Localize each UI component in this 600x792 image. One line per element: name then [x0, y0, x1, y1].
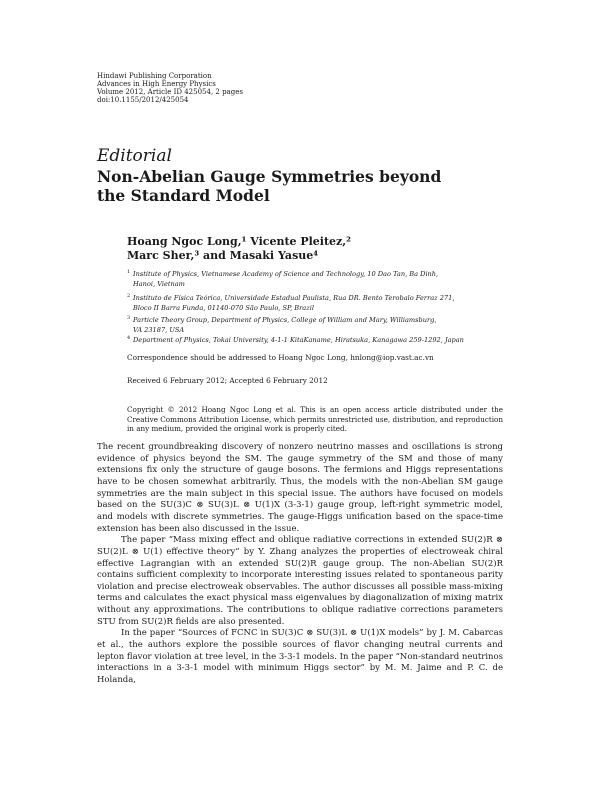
doi-text: doi:10.1155/2012/425054: [97, 96, 189, 104]
body-line: without any approximations. The contributions to oblique radiative corrections parameters: [97, 605, 503, 616]
publisher-name: Hindawi Publishing Corporation: [97, 72, 212, 80]
section-label: Editorial: [97, 146, 172, 166]
body-line: The paper “Mass mixing effect and oblique radiative corrections in extended SU(2)R ⊗: [121, 535, 503, 546]
body-line: extensions fix only the structure of gauge bosons. The fermions and Higgs representations: [97, 465, 503, 476]
affiliation-number: 1: [127, 269, 131, 275]
affiliation-line: Institute of Physics, Vietnamese Academy of Science and Technology, 10 Dao Tan, Ba Dinh,: [133, 270, 439, 278]
body-line: effective Lagrangian with an extended SU(2)R gauge group. The non-Abelian SU(2)R: [97, 558, 503, 569]
body-line: SU(2)L ⊗ U(1) effective theory” by Y. Zhang analyzes the properties of electroweak chiral: [97, 546, 503, 557]
title-line-2: the Standard Model: [97, 186, 270, 205]
affiliation-line: Particle Theory Group, Department of Physics, College of William and Mary, Williamsburg,: [133, 316, 437, 324]
correspondence-note: Correspondence should be addressed to Hoang Ngoc Long, hnlong@iop.vast.ac.vn: [127, 353, 434, 362]
author-list: [127, 235, 351, 263]
body-line: based on the SU(3)C ⊗ SU(3)L ⊗ U(1)X (3-3-1) gauge group, left-right symmetric model,: [97, 500, 503, 511]
body-line: terms and calculates the exact physical mass eigenvalues by diagonalization of mixing matrix: [97, 593, 503, 604]
affiliation-line: Hanoi, Vietnam: [133, 280, 185, 288]
body-line: evidence of physics beyond the SM. The gauge symmetry of the SM and those of many: [97, 453, 503, 464]
copyright-notice: Copyright © 2012 Hoang Ngoc Long et al. This is an open access article distributed under the Creative Commons Attribution License, which permits unrestricted use, distribution, and reproduction in any medium, provided the original work is properly cited.: [127, 405, 503, 434]
body-line: extension has been also discussed in the issue.: [97, 523, 300, 534]
affiliation-line: VA 23187, USA: [133, 326, 185, 334]
received-accepted-dates: Received 6 February 2012; Accepted 6 February 2012: [127, 376, 328, 385]
body-line: The recent groundbreaking discovery of nonzero neutrino masses and oscillations is strong: [97, 442, 503, 452]
journal-name: Advances in High Energy Physics: [97, 80, 216, 88]
affiliation-number: 3: [127, 315, 131, 321]
paper-title: [97, 167, 441, 205]
authors-line-2: Marc Sher,³ and Masaki Yasue⁴: [127, 249, 319, 262]
body-line: contains sufficient complexity to incorporate interesting issues related to spontaneous parity: [97, 570, 503, 581]
body-line: violation and precise electroweak observables. The author discusses all possible mass-mixing: [97, 581, 503, 592]
volume-info: Volume 2012, Article ID 425054, 2 pages: [97, 88, 243, 96]
body-line: et al., the authors explore the possible sources of flavor changing neutral currents and: [97, 640, 503, 651]
body-line: STU from SU(2)R fields are also presented.: [97, 616, 285, 627]
body-line: symmetries are the main subject in this special issue. The authors have focused on models: [97, 488, 503, 499]
affiliation-line: Instituto de Física Teórica, Universidade Estadual Paulista, Rua DR. Bento Terobalo Ferraz 271,: [133, 294, 455, 302]
affiliation-number: 4: [127, 335, 131, 341]
body-line: and models with discrete symmetries. The gauge-Higgs unification based on the space-time: [97, 511, 503, 522]
body-line: lepton flavor violation at tree level, in the 3-3-1 models. In the paper “Non-standard neutrinos: [97, 651, 503, 662]
authors-line-1: Hoang Ngoc Long,¹ Vicente Pleitez,²: [127, 235, 351, 248]
body-line: In the paper “Sources of FCNC in SU(3)C ⊗ SU(3)L ⊗ U(1)X models” by J. M. Cabarcas: [121, 628, 503, 639]
title-line-1: Non-Abelian Gauge Symmetries beyond: [97, 167, 442, 186]
affiliation-line: Bloco II Barra Funda, 01140-070 São Paulo, SP, Brazil: [133, 304, 314, 312]
journal-header: [97, 72, 243, 104]
affiliation-line: Department of Physics, Tokai University, 4-1-1 KitaKaname, Hiratsuka, Kanagawa 259-1292, Japan: [133, 336, 464, 344]
body-line: have to be chosen somewhat arbitrarily. Thus, the models with the non-Abelian SM gauge: [97, 476, 503, 487]
affiliation-number: 2: [127, 293, 131, 299]
body-line: interactions in a 3-3-1 model with minimum Higgs sector” by M. M. Jaime and P. C. de Holanda,: [97, 663, 503, 685]
